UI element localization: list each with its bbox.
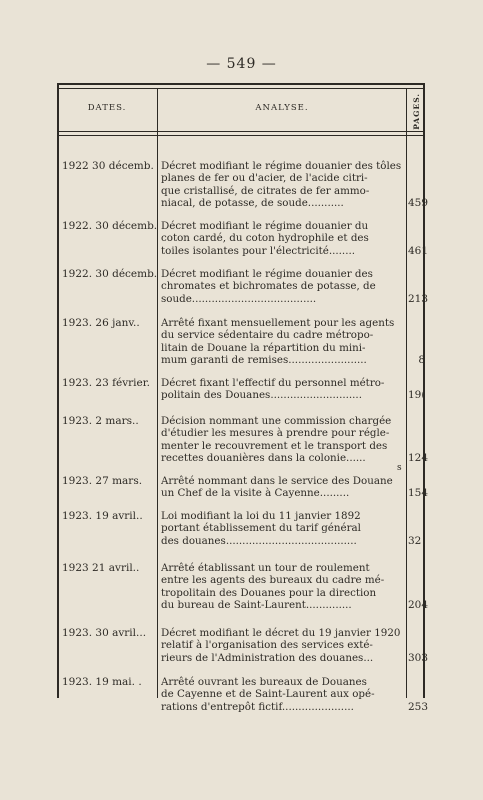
- entry-page: 124: [408, 452, 429, 464]
- entry-date: 1923. 30 avril...: [62, 627, 147, 639]
- entry-page: 459: [408, 197, 429, 209]
- entry-date: 1923. 19 avril..: [62, 510, 143, 522]
- entry-page: 32: [408, 535, 422, 547]
- header-dates: DATES.: [87, 103, 127, 113]
- entry-analysis: Décret modifiant le régime douanier des tôles planes de fer ou d'acier, de l'acide citri- que cristallisé, de citrates de fer ammo- niacal, de potasse, de soude...........: [161, 160, 402, 210]
- entry-date: 1923. 2 mars..: [62, 415, 139, 427]
- header-pages-label: PAGES.: [411, 92, 421, 130]
- table-left-border: [57, 83, 59, 698]
- entry-analysis: Décret modifiant le régime douanier des chromates et bichromates de potasse, de soude......................................: [161, 268, 376, 305]
- entry-analysis: Décret modifiant le régime douanier du coton cardé, du coton hydrophile et des toiles isolantes pour l'électricité........: [161, 220, 369, 257]
- entry-analysis: Arrêté établissant un tour de roulement entre les agents des bureaux du cadre mé- tropolitain des Douanes pour la direction du bureau de Saint-Laurent..............: [161, 562, 385, 612]
- entry-analysis: Loi modifiant la loi du 11 janvier 1892 portant établissement du tarif général des douanes........................................: [161, 510, 361, 547]
- entry-date: 1923. 19 mai. .: [62, 676, 142, 688]
- entry-date: 1923. 27 mars.: [62, 475, 143, 487]
- entry-analysis: Décret modifiant le décret du 19 janvier 1920 relatif à l'organisation des services exté- rieurs de l'Administration des douanes...: [161, 627, 401, 664]
- entry-page: 461: [408, 245, 429, 257]
- header-pages: [407, 91, 425, 131]
- entry-analysis: Arrêté ouvrant les bureaux de Douanes de Cayenne et de Saint-Laurent aux opé- rations d'entrepôt fictif......................: [161, 676, 375, 713]
- entry-analysis: Décision nommant une commission chargée d'étudier les mesures à prendre pour régle- menter le recouvrement et le transport des recettes douanières dans la colonie......: [161, 415, 392, 465]
- entry-page-mark: s: [397, 463, 402, 473]
- entry-page: 213: [408, 293, 429, 305]
- header-bottom-rule-2: [57, 135, 425, 136]
- index-table: [57, 83, 429, 713]
- dates-column-divider: [157, 88, 158, 698]
- entry-analysis: Arrêté fixant mensuellement pour les agents du service sédentaire du cadre métropo- litain de Douane la répartition du mini- mum garanti de remises........................: [161, 317, 395, 367]
- entry-date: 1923. 26 janv..: [62, 317, 140, 329]
- pages-column-divider: [406, 88, 407, 698]
- entry-date: 1923 21 avril..: [62, 562, 140, 574]
- table-top-rule: [57, 83, 425, 85]
- table-top-rule-inner: [57, 88, 425, 89]
- entry-date: 1922 30 décemb.: [62, 160, 154, 172]
- entry-page: 204: [408, 599, 429, 611]
- entry-page: 154: [408, 487, 429, 499]
- entry-page: 253: [408, 701, 429, 713]
- entry-page: 19(: [408, 389, 426, 401]
- entry-date: 1922. 30 décemb.: [62, 220, 158, 232]
- header-analyse: ANALYSE.: [255, 103, 309, 113]
- entry-analysis: Décret fixant l'effectif du personnel métro- politain des Douanes............................: [161, 377, 385, 402]
- entry-page: 303: [408, 652, 429, 664]
- entry-date: 1923. 23 février.: [62, 377, 150, 389]
- entry-date: 1922. 30 décemb.: [62, 268, 158, 280]
- entry-analysis: Arrêté nommant dans le service des Douane un Chef de la visite à Cayenne.........: [161, 475, 393, 500]
- page-number: — 549 —: [206, 56, 277, 72]
- header-bottom-rule: [57, 131, 425, 132]
- entry-page: 8: [418, 354, 425, 366]
